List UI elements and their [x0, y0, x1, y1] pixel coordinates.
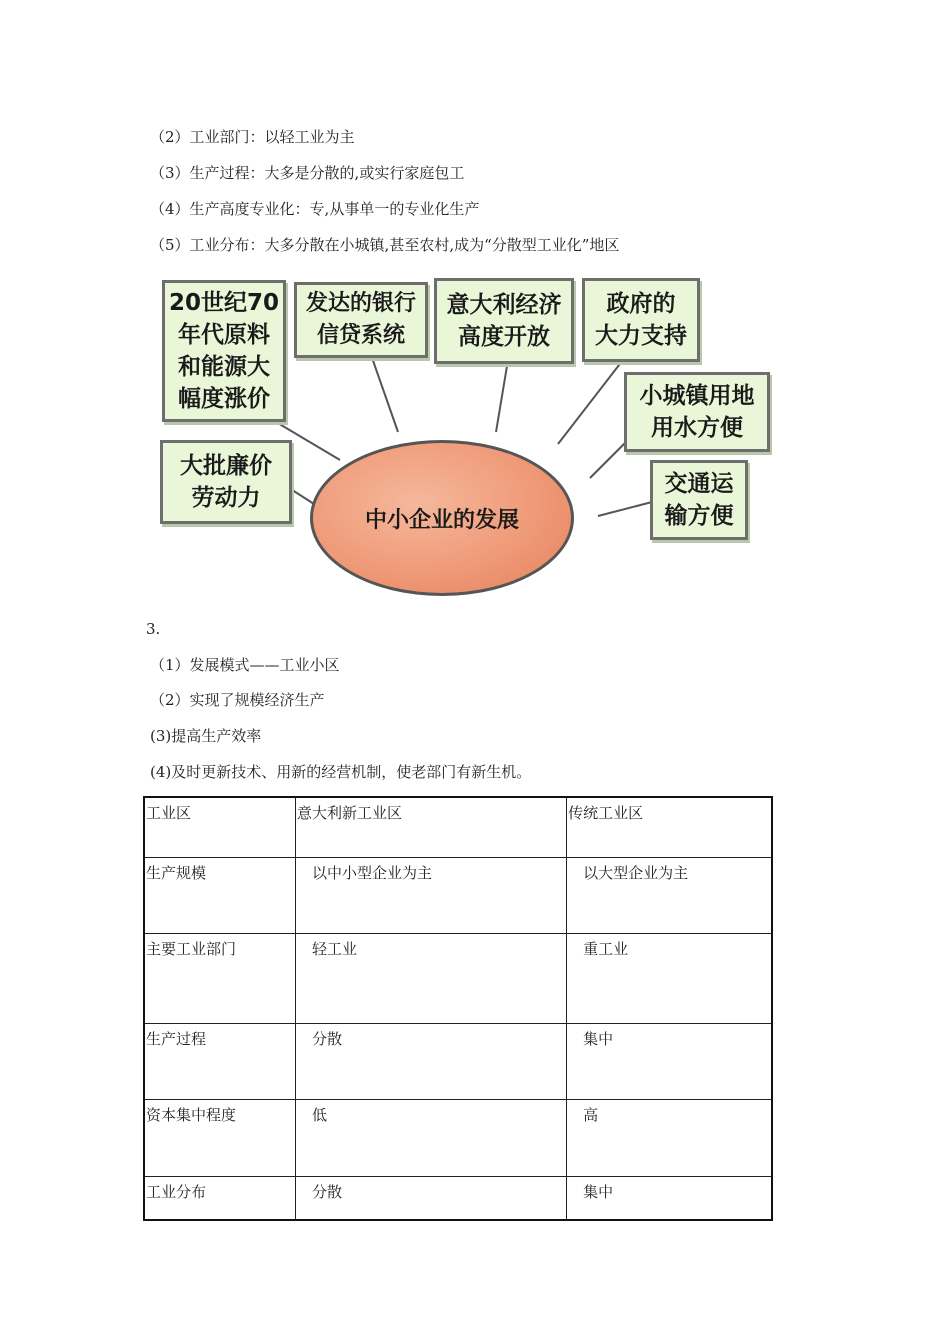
factor-box-cheap-labor [160, 440, 292, 524]
table-row [144, 933, 772, 1023]
center-oval [310, 440, 574, 596]
factor-label: 小城镇用地 用水方便 [639, 383, 755, 441]
table-cell-label: 生产规模 [144, 857, 296, 933]
table-cell: 集中 [567, 1176, 772, 1220]
table-cell: 以大型企业为主 [567, 857, 772, 933]
table-cell: 高 [567, 1099, 772, 1176]
factor-box-transport [650, 460, 748, 540]
table-cell: 分散 [296, 1023, 567, 1099]
factor-box-government-support [582, 278, 700, 362]
comparison-table [143, 796, 773, 1221]
factor-label: 发达的银行 信贷系统 [305, 291, 416, 348]
table-row [144, 857, 772, 933]
section3-number: 3. [146, 620, 161, 638]
table-row [144, 1099, 772, 1176]
factor-box-bank-credit [294, 282, 428, 358]
table-header-cell: 传统工业区 [567, 797, 772, 857]
section3-line-4: (4)及时更新技术、用新的经营机制，使老部门有新生机。 [150, 763, 532, 781]
table-cell: 轻工业 [296, 933, 567, 1023]
table-cell: 分散 [296, 1176, 567, 1220]
table-cell: 重工业 [567, 933, 772, 1023]
table-cell-label: 工业分布 [144, 1176, 296, 1220]
section3-line-3: (3)提高生产效率 [150, 727, 262, 745]
intro-line-4: （5）工业分布：大多分散在小城镇,甚至农村,成为“分散型工业化”地区 [150, 236, 620, 254]
table-cell-label: 资本集中程度 [144, 1099, 296, 1176]
table-cell-label: 主要工业部门 [144, 933, 296, 1023]
factor-label: 20世纪70 年代原料 和能源大 幅度涨价 [168, 290, 279, 412]
intro-line-2: （3）生产过程：大多是分散的,或实行家庭包工 [150, 164, 465, 182]
factor-box-open-economy [434, 278, 574, 364]
table-header-cell: 工业区 [144, 797, 296, 857]
section3-line-2: （2）实现了规模经济生产 [150, 691, 325, 709]
table-cell: 以中小型企业为主 [296, 857, 567, 933]
factor-label: 大批廉价 劳动力 [180, 453, 272, 511]
factor-label: 交通运 输方便 [664, 471, 734, 529]
factor-box-land-water [624, 372, 770, 452]
section3-line-1: （1）发展模式——工业小区 [150, 656, 340, 674]
center-label: 中小企业的发展 [364, 507, 519, 533]
factor-label: 政府的 大力支持 [595, 291, 687, 349]
table-header-row [144, 797, 772, 857]
table-row [144, 1023, 772, 1099]
table-header-cell: 意大利新工业区 [296, 797, 567, 857]
table-cell-label: 生产过程 [144, 1023, 296, 1099]
table-row [144, 1176, 772, 1220]
intro-line-1: （2）工业部门：以轻工业为主 [150, 128, 355, 146]
table-cell: 集中 [567, 1023, 772, 1099]
factor-label: 意大利经济 高度开放 [446, 292, 562, 350]
table-cell: 低 [296, 1099, 567, 1176]
factors-diagram [148, 268, 772, 608]
factor-box-energy-prices [162, 280, 286, 422]
intro-line-3: （4）生产高度专业化：专,从事单一的专业化生产 [150, 200, 480, 218]
